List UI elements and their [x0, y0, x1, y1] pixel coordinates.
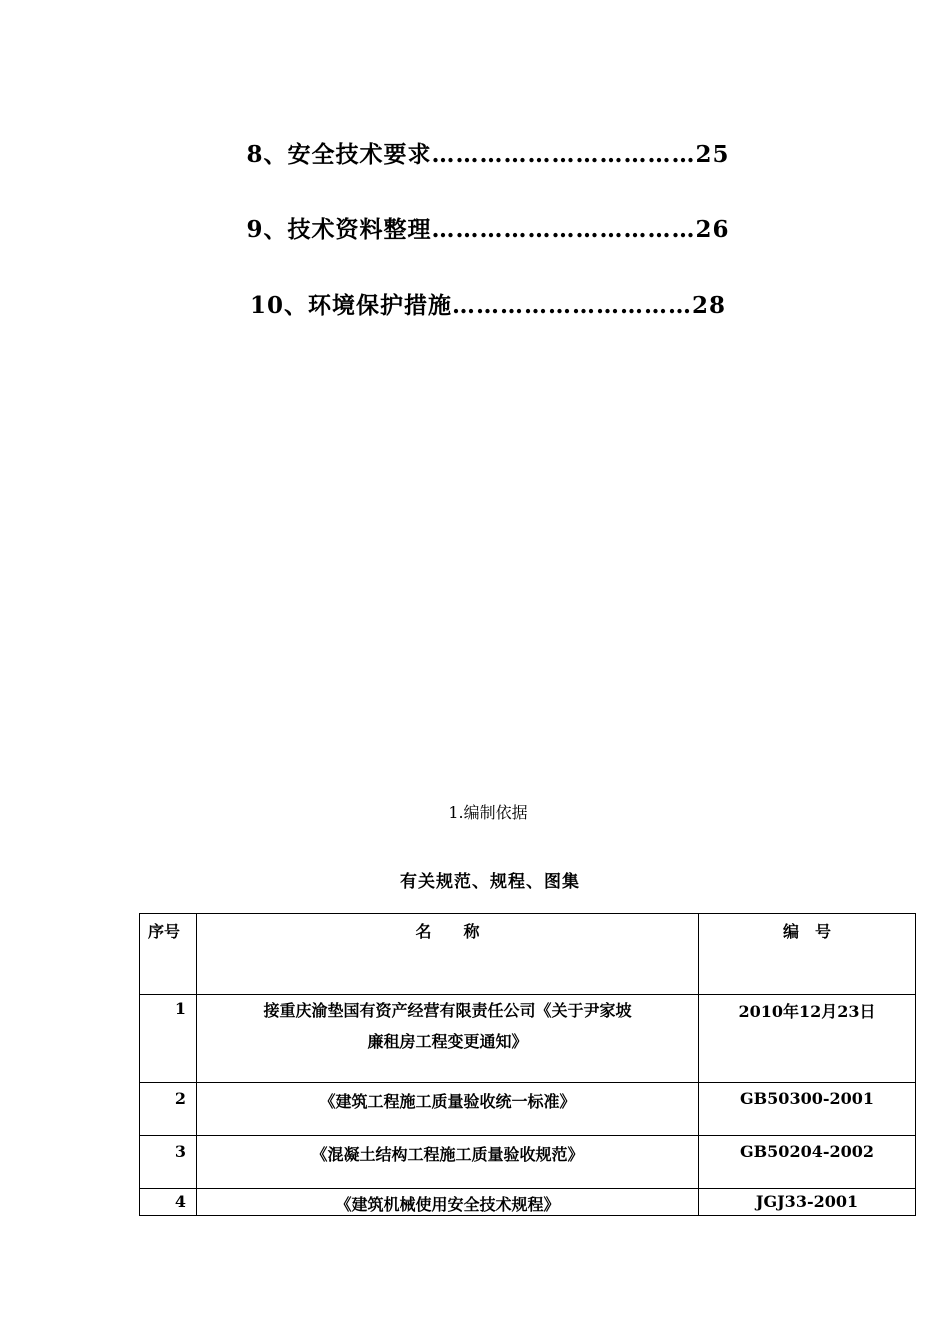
header-seq-label: 序号 [148, 922, 181, 941]
table-caption: 有关规范、规程、图集 [400, 872, 580, 892]
row-name: 《建筑工程施工质量验收统一标准》 [197, 1083, 699, 1136]
toc-item-documentation: 9、技术资料整理……………………………26 [246, 216, 730, 243]
row-code: GB50300-2001 [699, 1083, 916, 1136]
row-code: GB50204-2002 [699, 1136, 916, 1189]
toc-item-safety: 8、安全技术要求……………………………25 [246, 141, 730, 168]
row-name-line: 接重庆渝垫国有资产经营有限责任公司《关于尹家坡 [263, 1001, 632, 1020]
header-name-label: 名 称 [415, 922, 480, 941]
row-seq: 3 [140, 1136, 197, 1189]
table-row [140, 995, 916, 1083]
row-seq: 1 [140, 995, 197, 1083]
header-seq [140, 914, 197, 995]
standards-table [139, 913, 916, 1216]
table-row [140, 1189, 916, 1216]
header-code [699, 914, 916, 995]
row-seq: 2 [140, 1083, 197, 1136]
row-code: JGJ33-2001 [699, 1189, 916, 1216]
header-code-label: 编 号 [782, 922, 831, 941]
table-row [140, 1083, 916, 1136]
row-seq: 4 [140, 1189, 197, 1216]
row-name: 《混凝土结构工程施工质量验收规范》 [197, 1136, 699, 1189]
row-name [197, 995, 699, 1083]
row-code: 2010年12月23日 [699, 995, 916, 1083]
row-name: 《建筑机械使用安全技术规程》 [197, 1189, 699, 1216]
header-name [197, 914, 699, 995]
section-heading: 1.编制依据 [448, 803, 528, 822]
table-row [140, 1136, 916, 1189]
toc-item-environment: 10、环境保护措施…………………………28 [249, 292, 726, 319]
row-name-line: 廉租房工程变更通知》 [367, 1032, 528, 1051]
table-header-row [140, 914, 916, 995]
